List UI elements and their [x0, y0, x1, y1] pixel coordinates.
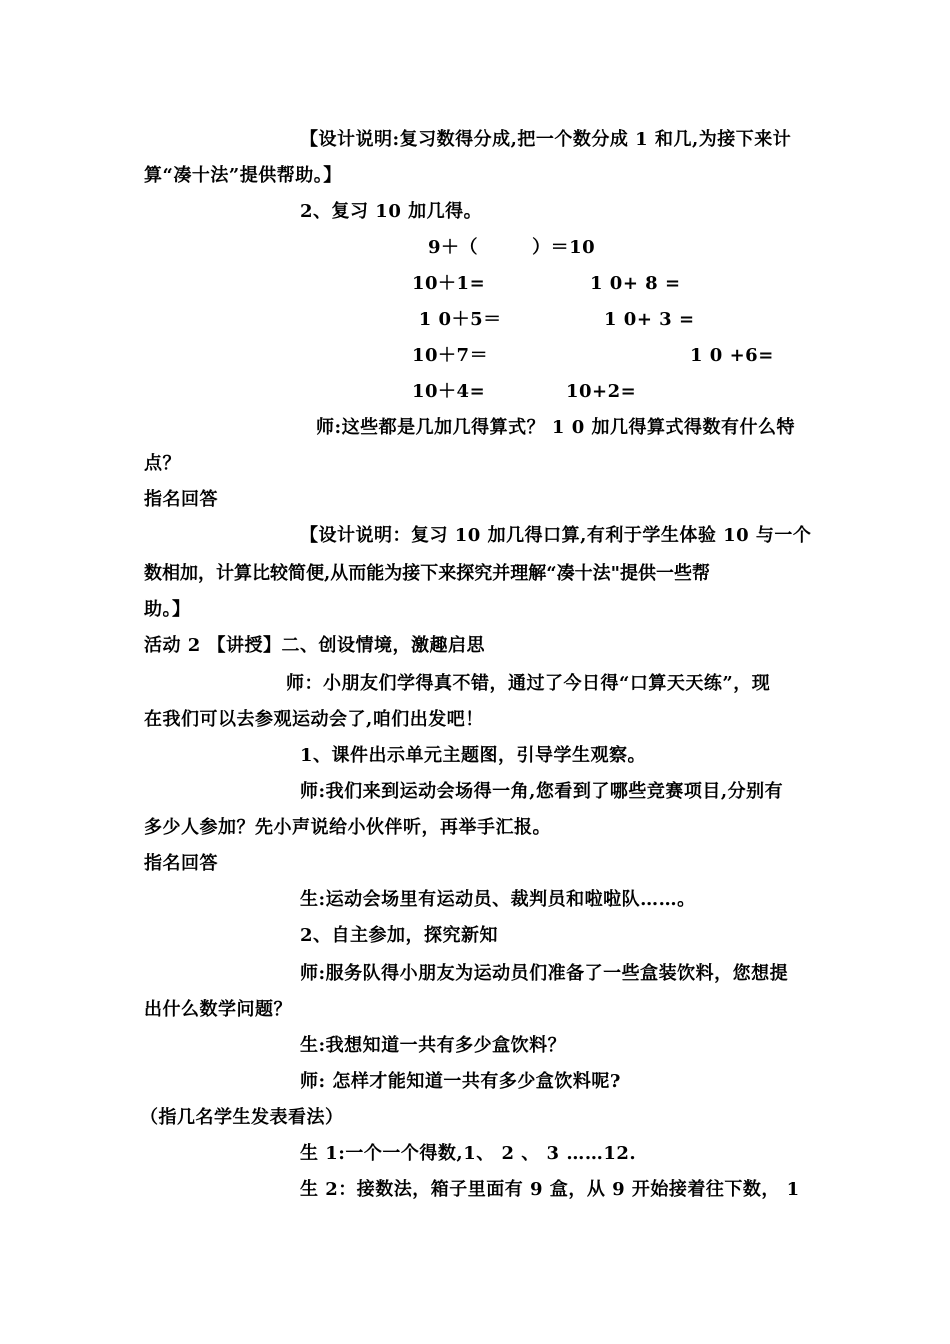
- text-line: 1 0 +6=: [690, 345, 774, 366]
- text-line: 指名回答: [144, 853, 218, 874]
- text-line: 10＋1=: [412, 273, 486, 294]
- text-line: 【设计说明:复习数得分成,把一个数分成 1 和几,为接下来计: [300, 129, 792, 150]
- text-line: 1 0+ 8 =: [590, 273, 681, 294]
- text-line: 生 1:一个一个得数,1、 2 、 3 ……12.: [300, 1143, 637, 1164]
- text-line: 【设计说明：复习 10 加几得口算,有利于学生体验 10 与一个: [300, 525, 812, 546]
- text-line: 师:服务队得小朋友为运动员们准备了一些盒装饮料，您想提: [300, 963, 789, 984]
- text-line: 数相加，计算比较简便,从而能为接下来探究并理解“凑十法"提供一些帮: [144, 563, 710, 584]
- text-line: 助。】: [144, 599, 191, 620]
- text-line: 10＋4=: [412, 381, 486, 402]
- text-line: 1 0＋5＝: [412, 309, 502, 330]
- text-line: 师:我们来到运动会场得一角,您看到了哪些竞赛项目,分别有: [300, 781, 784, 802]
- text-line: 1、课件出示单元主题图，引导学生观察。: [300, 745, 647, 766]
- text-line: 师: 怎样才能知道一共有多少盒饮料呢?: [300, 1071, 621, 1092]
- text-line: 10+2=: [566, 381, 637, 402]
- text-line: 算“凑十法”提供帮助。】: [144, 165, 342, 186]
- text-line: 多少人参加？先小声说给小伙伴听，再举手汇报。: [144, 817, 551, 838]
- text-line: 师:这些都是几加几得算式？ 1 0 加几得算式得数有什么特: [316, 417, 795, 438]
- text-line: 生:我想知道一共有多少盒饮料？: [300, 1035, 567, 1056]
- text-line: 活动 2 【讲授】二、创设情境，激趣启思: [144, 635, 486, 656]
- text-line: 点？: [144, 453, 181, 474]
- text-line: 2、复习 10 加几得。: [300, 201, 483, 222]
- text-line: 指名回答: [144, 489, 218, 510]
- text-line: 1 0+ 3 =: [604, 309, 695, 330]
- text-line: 2、自主参加，探究新知: [300, 925, 499, 946]
- text-line: 9＋（ ）＝10: [428, 237, 596, 258]
- text-line: 生:运动会场里有运动员、裁判员和啦啦队……。: [300, 889, 696, 910]
- text-line: （指几名学生发表看法）: [140, 1107, 344, 1128]
- text-line: 在我们可以去参观运动会了,咱们出发吧！: [144, 709, 484, 730]
- text-line: 出什么数学问题？: [144, 999, 292, 1020]
- text-line: 师：小朋友们学得真不错，通过了今日得“口算天天练”，现: [286, 673, 771, 694]
- text-line: 生 2：接数法，箱子里面有 9 盒，从 9 开始接着往下数， 1: [300, 1179, 800, 1200]
- text-line: 10＋7＝: [412, 345, 489, 366]
